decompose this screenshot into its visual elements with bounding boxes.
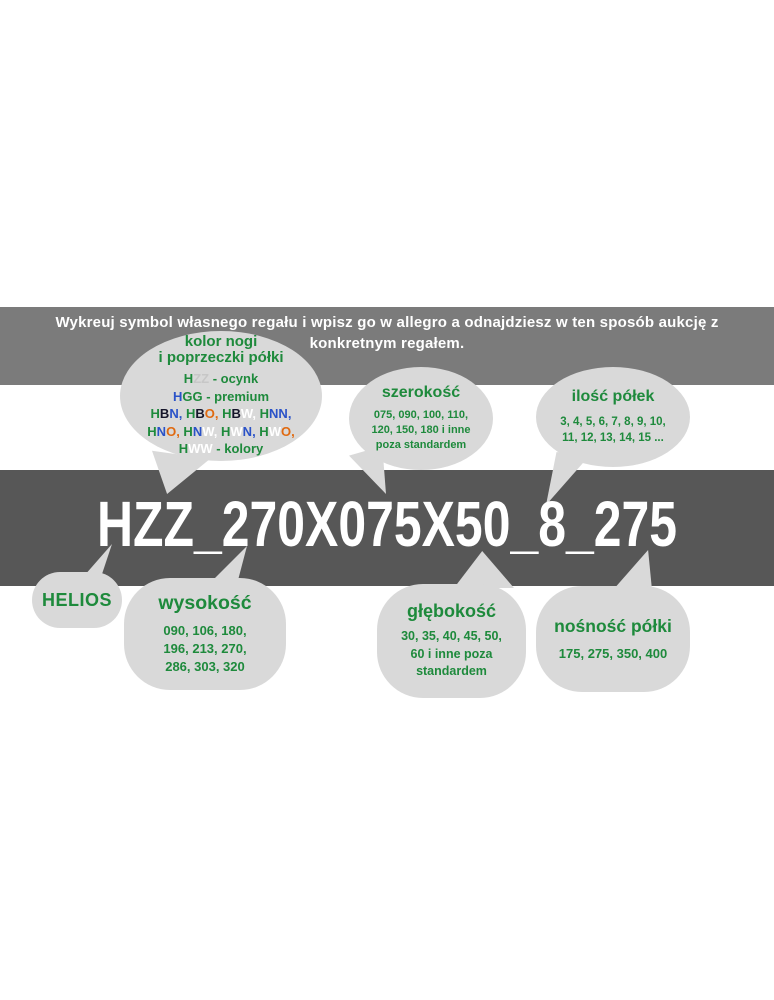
color-code-letter: - kolory [212, 441, 264, 457]
bubble-glebokosc-body [401, 628, 502, 681]
bubble-szerokosc-title: szerokość [381, 384, 461, 401]
color-code-letter: O [204, 406, 215, 422]
kolor-code-line [147, 423, 294, 441]
color-code-letter: H [185, 406, 196, 422]
szerokosc-line: 120, 150, 180 i inne [371, 424, 471, 436]
kolor-code-line [147, 405, 294, 423]
color-code-letter: H [221, 423, 231, 439]
bubble-ilosc-title: ilość półek [571, 387, 655, 405]
color-code-letter: - premium [202, 388, 270, 404]
color-code-letter: H [183, 423, 193, 439]
nosnosc-line: 175, 275, 350, 400 [558, 646, 668, 661]
bubble-nosnosc-body [559, 646, 667, 662]
wysokosc-line: 286, 303, 320 [165, 659, 245, 674]
wysokosc-line: 196, 213, 270, [163, 641, 247, 656]
szerokosc-line: poza standardem [375, 439, 467, 451]
banner-line-2: konkretnym regałem. [309, 335, 465, 352]
color-code-letter: N [169, 406, 179, 422]
color-code-letter: H [178, 441, 189, 457]
bubble-glebokosc-title: głębokość [406, 601, 497, 622]
banner-line-1: Wykreuj symbol własnego regału i wpisz go w allegro a odnajdziesz w ten sposób aukcję z [55, 314, 719, 331]
bubble-glebokosc [377, 584, 526, 698]
color-code-letter: W [230, 423, 243, 439]
bubble-szerokosc-body [371, 408, 470, 453]
szerokosc-line: 075, 090, 100, 110, [373, 409, 469, 421]
brand-label: HELIOS [41, 589, 112, 610]
bubble-wysokosc-body [163, 622, 246, 676]
glebokosc-line: 60 i inne poza [410, 646, 493, 661]
bubble-kolor-title-line1: kolor nogi [184, 333, 258, 351]
banner-text [22, 307, 752, 354]
wysokosc-line: 090, 106, 180, [163, 623, 247, 638]
color-code-letter: B [195, 406, 205, 422]
glebokosc-line: 30, 35, 40, 45, 50, [401, 629, 502, 644]
color-code-letter: , [291, 423, 295, 439]
kolor-code-line [147, 370, 294, 388]
color-code-letter: H [150, 406, 160, 422]
color-code-letter: ZZ [193, 371, 210, 387]
color-code-letter: , [178, 406, 186, 422]
ilosc-line: 3, 4, 5, 6, 7, 8, 9, 10, [560, 415, 666, 428]
color-code-letter: H [147, 423, 157, 439]
color-code-letter: , [176, 423, 184, 439]
color-code-letter: N [192, 423, 203, 439]
color-code-letter: O [166, 423, 177, 439]
color-code-letter: - ocynk [209, 371, 259, 387]
color-code-letter: O [280, 423, 292, 439]
color-code-letter: H [259, 423, 269, 439]
bubble-nosnosc-title: nośność półki [554, 616, 672, 636]
bubble-kolor-title [158, 334, 283, 366]
bubble-wysokosc-title: wysokość [158, 592, 252, 614]
color-code-letter: , [287, 406, 292, 422]
color-code-letter: B [231, 406, 241, 422]
bubble-szerokosc [349, 367, 493, 470]
color-code-letter: NN [269, 406, 288, 422]
product-code: HZZ_270X075X50_8_275 [96, 488, 678, 560]
kolor-code-line [147, 440, 294, 458]
color-code-letter: H [259, 406, 270, 422]
ilosc-line: 11, 12, 13, 14, 15 ... [562, 432, 664, 444]
color-code-letter: , [214, 406, 223, 422]
color-code-letter: H [172, 388, 183, 404]
color-code-letter: W [268, 423, 281, 439]
glebokosc-line: standardem [416, 664, 487, 679]
color-code-letter: H [183, 371, 194, 387]
kolor-code-lines [147, 370, 294, 458]
color-code-letter: , [252, 406, 260, 422]
bubble-helios [32, 572, 122, 628]
color-code-letter: W [240, 406, 253, 422]
bubble-kolor-title-line2: i poprzeczki półki [158, 349, 284, 367]
bubble-nosnosc [536, 586, 690, 692]
color-code-letter: , [252, 423, 260, 439]
color-code-letter: W [202, 423, 214, 439]
color-code-letter: GG [182, 388, 203, 404]
kolor-code-line [147, 388, 294, 406]
color-code-letter: WW [188, 441, 213, 457]
color-code-letter: H [222, 406, 232, 422]
color-code-letter: N [156, 423, 167, 439]
bubble-ilosc-body [560, 414, 666, 447]
color-code-letter: , [213, 423, 221, 439]
bubble-kolor [120, 331, 322, 461]
color-code-letter: B [159, 406, 170, 422]
bubble-ilosc [536, 367, 690, 467]
bubble-wysokosc [124, 578, 286, 690]
color-code-letter: N [242, 423, 253, 439]
